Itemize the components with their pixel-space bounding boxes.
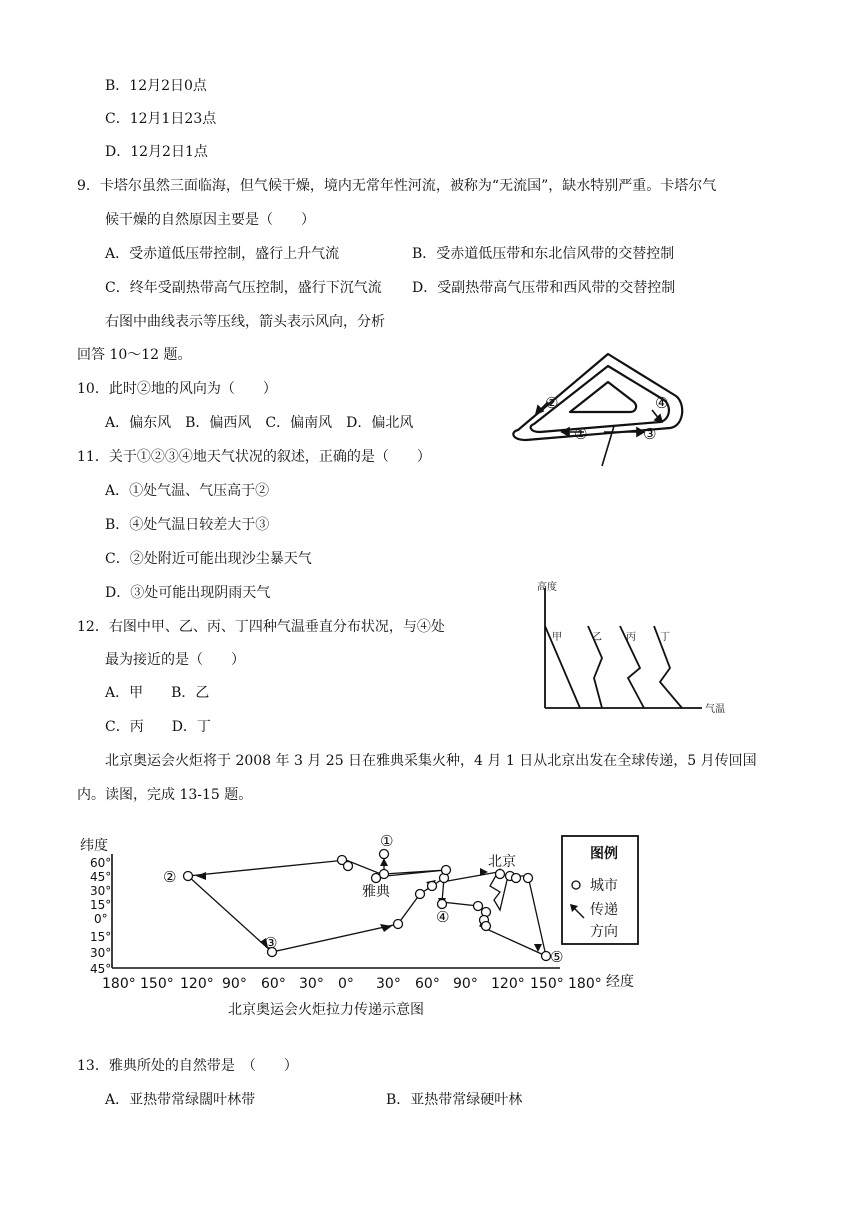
q9-option-a: A．受赤道低压带控制，盛行上升气流 [105,246,340,262]
q13-stem: 13．雅典所处的自然带是 （ ） [77,1058,298,1074]
q12-stem-line-1: 12．右图中甲、乙、丙、丁四种气温垂直分布状况，与④处 [77,619,445,635]
legend-city-label: 城市 [590,878,618,894]
q8-option-c: C．12月1日23点 [105,111,217,127]
profile-label-ding: 丁 [660,632,670,643]
lon-tick-180w: 180° [102,976,136,992]
city-marker [482,922,491,931]
torch-intro-line-2: 内。读图，完成 13-15 题。 [77,787,253,803]
city-marker [372,874,381,883]
map-y-axis-title: 纬度 [80,838,108,854]
map-marker-5: ⑤ [550,948,564,966]
temp-profile-figure [530,578,730,718]
curve-jia [545,626,580,708]
route-arrow [196,872,206,880]
lon-tick-150w: 150° [140,976,174,992]
profile-label-jia: 甲 [552,632,562,643]
lon-tick-120e: 120° [491,976,525,992]
q11-option-d: D．③处可能出现阴雨天气 [105,585,271,601]
city-marker [474,902,483,911]
route-arrow [380,858,388,866]
lat-tick-0: 0° [94,912,108,926]
lon-tick-60e: 60° [415,976,440,992]
lat-tick-30n: 30° [90,884,112,898]
lat-tick-60n: 60° [90,856,112,870]
city-beijing [496,870,505,879]
q8-option-b: B．12月2日0点 [105,78,207,94]
city-marker [428,882,437,891]
city-marker-1 [380,850,389,859]
intro-10-12-line-2: 回答 10～12 题。 [77,347,192,363]
city-marker [442,866,451,875]
q9-stem-line-1: 9．卡塔尔虽然三面临海，但气候干燥，境内无常年性河流，被称为“无流国”，缺水特别严重。卡塔尔气 [77,178,717,194]
city-marker [394,920,403,929]
legend-direction-label-2: 方向 [590,924,618,940]
q12-options-line-2: C．丙 D．丁 [105,719,211,735]
q12-stem-line-2: 最为接近的是（ ） [105,652,245,668]
lon-tick-30e: 30° [376,976,401,992]
city-marker [512,874,521,883]
lon-tick-0: 0° [338,976,354,992]
city-marker [524,874,533,883]
q11-option-b: B．④处气温日较差大于③ [105,517,270,533]
profile-x-label: 气温 [705,704,725,715]
lat-tick-15n: 15° [90,898,112,912]
q10-stem: 10．此时②地的风向为（ ） [77,381,277,397]
q13-option-b: B．亚热带常绿硬叶林 [386,1092,523,1108]
torch-intro-line-1: 北京奥运会火炬将于 2008 年 3 月 25 日在雅典采集火种，4 月 1 日从北京出发在全球传递，5 月传回国 [105,753,757,769]
label-athens: 雅典 [362,884,390,900]
lat-tick-30s: 30° [90,946,112,960]
city-marker [344,862,353,871]
map-marker-4: ④ [436,908,450,926]
legend-direction-label-1: 传递 [590,902,618,918]
isobar-marker-1: ① [574,425,588,443]
q11-stem: 11．关于①②③④地天气状况的叙述，正确的是（ ） [77,449,431,465]
city-marker [416,890,425,899]
q9-option-b: B．受赤道低压带和东北信风带的交替控制 [412,246,675,262]
profile-label-bing: 丙 [626,632,636,643]
lon-tick-180e: 180° [568,976,602,992]
isobar-marker-2: ② [545,394,559,412]
lat-tick-15s: 15° [90,930,112,944]
q9-option-d: D．受副热带高气压带和西风带的交替控制 [412,280,676,296]
map-marker-2: ② [163,868,177,886]
map-marker-3: ③ [264,934,278,952]
map-caption: 北京奥运会火炬拉力传递示意图 [228,1002,424,1018]
lon-tick-60w: 60° [261,976,286,992]
q9-option-c: C．终年受副热带高气压控制，盛行下沉气流 [105,280,382,296]
q13-option-a: A．亚热带常绿闊叶林带 [105,1092,256,1108]
q8-option-d: D．12月2日1点 [105,144,208,160]
map-legend [562,836,638,944]
isobar-marker-4: ④ [655,394,669,412]
lon-tick-90e: 90° [453,976,478,992]
q12-options-line-1: A．甲 B．乙 [105,685,210,701]
map-x-axis-title: 经度 [606,974,634,990]
profile-y-label: 高度 [537,582,557,593]
legend-title: 图例 [590,846,618,862]
lon-tick-30w: 30° [299,976,324,992]
map-marker-1: ① [380,832,394,850]
profile-label-yi: 乙 [592,632,602,643]
q11-option-a: A．①处气温、气压高于② [105,483,270,499]
intro-10-12-line-1: 右图中曲线表示等压线，箭头表示风向，分析 [105,314,385,330]
city-marker-2 [184,872,193,881]
lat-tick-45n: 45° [90,870,112,884]
lon-tick-90w: 90° [222,976,247,992]
isobar-figure [500,340,700,470]
isobar-inner [570,382,636,412]
q10-options: A．偏东风 B．偏西风 C．偏南风 D．偏北风 [105,415,414,431]
q9-stem-line-2: 候干燥的自然原因主要是（ ） [105,212,315,228]
legend-city-icon [572,881,580,889]
q11-option-c: C．②处附近可能出现沙尘暴天气 [105,551,312,567]
lon-tick-150e: 150° [530,976,564,992]
lat-tick-45s: 45° [90,962,112,976]
lon-tick-120w: 120° [180,976,214,992]
relay-route-line-2 [442,872,546,956]
isobar-marker-3: ③ [643,425,657,443]
label-beijing: 北京 [488,854,516,870]
